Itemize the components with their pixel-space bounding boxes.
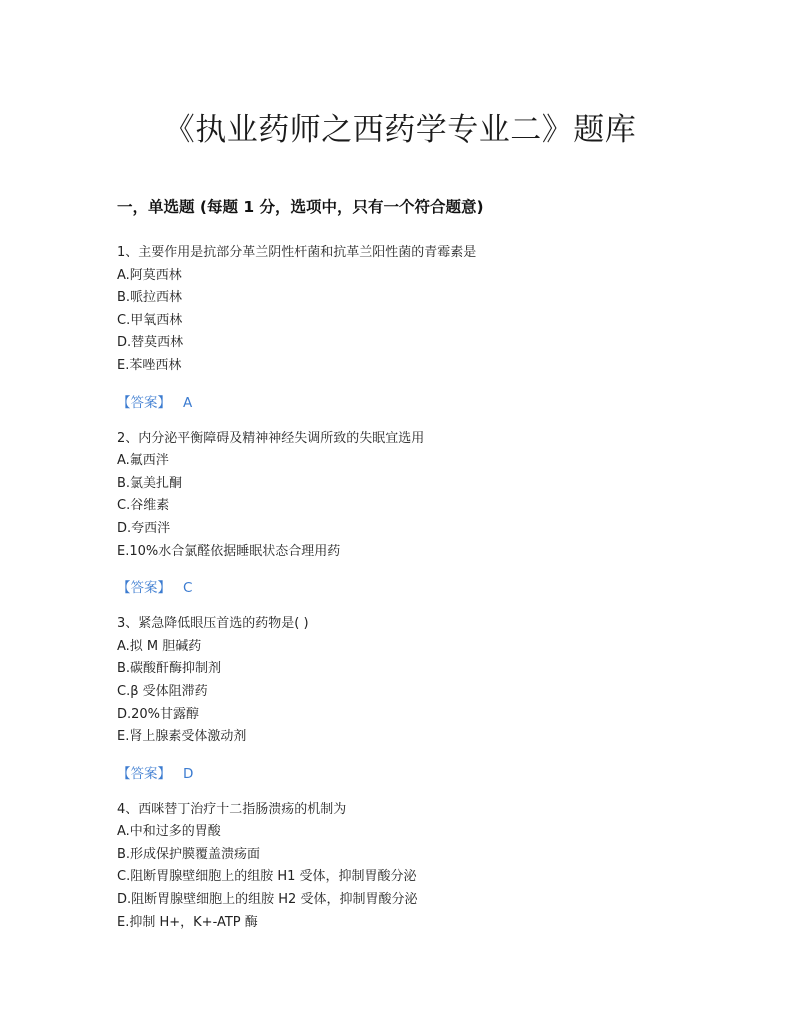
answer-line [117,392,717,414]
option-b: B.哌拉西林 [117,290,183,306]
document-title: 《执业药师之西药学专业二》题库 [163,112,637,148]
option-d: D.阻断胃腺壁细胞上的组胺 H2 受体，抑制胃酸分泌 [117,892,418,908]
option-b: B.氯美扎酮 [117,475,183,491]
question-stem: 2、内分泌平衡障碍及精神神经失调所致的失眠宜选用 [117,430,425,446]
answer-tag: 【答案】 [117,580,171,597]
option-d: D.20%甘露醇 [117,706,200,722]
question-2 [117,428,717,600]
question-stem: 3、紧急降低眼压首选的药物是( ) [117,616,309,632]
answer-value: C [183,580,193,597]
answer-tag: 【答案】 [117,394,171,411]
question-stem: 1、主要作用是抗部分革兰阴性杆菌和抗革兰阳性菌的青霉素是 [117,245,477,260]
option-d: D.夸西泮 [117,520,171,536]
option-c: C.β 受体阻滞药 [117,683,208,699]
question-4 [117,799,717,935]
option-a: A.阿莫西林 [117,267,182,283]
option-e: E.抑制 H+，K+-ATP 酶 [117,914,258,930]
answer-tag: 【答案】 [117,765,171,782]
option-c: C.阻断胃腺壁细胞上的组胺 H1 受体，抑制胃酸分泌 [117,869,417,885]
option-b: B.形成保护膜覆盖溃疡面 [117,846,261,862]
option-e: E.10%水合氯醛依据睡眠状态合理用药 [117,543,341,559]
option-b: B.碳酸酐酶抑制剂 [117,661,222,677]
option-a: A.拟 M 胆碱药 [117,638,202,654]
option-c: C.甲氧西林 [117,312,183,328]
answer-value: A [183,394,193,411]
option-e: E.苯唑西林 [117,357,182,373]
answer-line [117,763,717,785]
question-list [117,242,717,934]
option-e: E.肾上腺素受体激动剂 [117,729,247,745]
option-c: C.谷维素 [117,498,170,514]
answer-line [117,577,717,599]
section-heading: 一，单选题 (每题 1 分，选项中，只有一个符合题意) [117,198,484,216]
question-1 [117,242,717,414]
option-d: D.替莫西林 [117,335,184,351]
question-3 [117,613,717,785]
question-stem: 4、西咪替丁治疗十二指肠溃疡的机制为 [117,801,347,817]
option-a: A.中和过多的胃酸 [117,824,221,840]
answer-value: D [183,765,194,782]
option-a: A.氟西泮 [117,453,169,469]
